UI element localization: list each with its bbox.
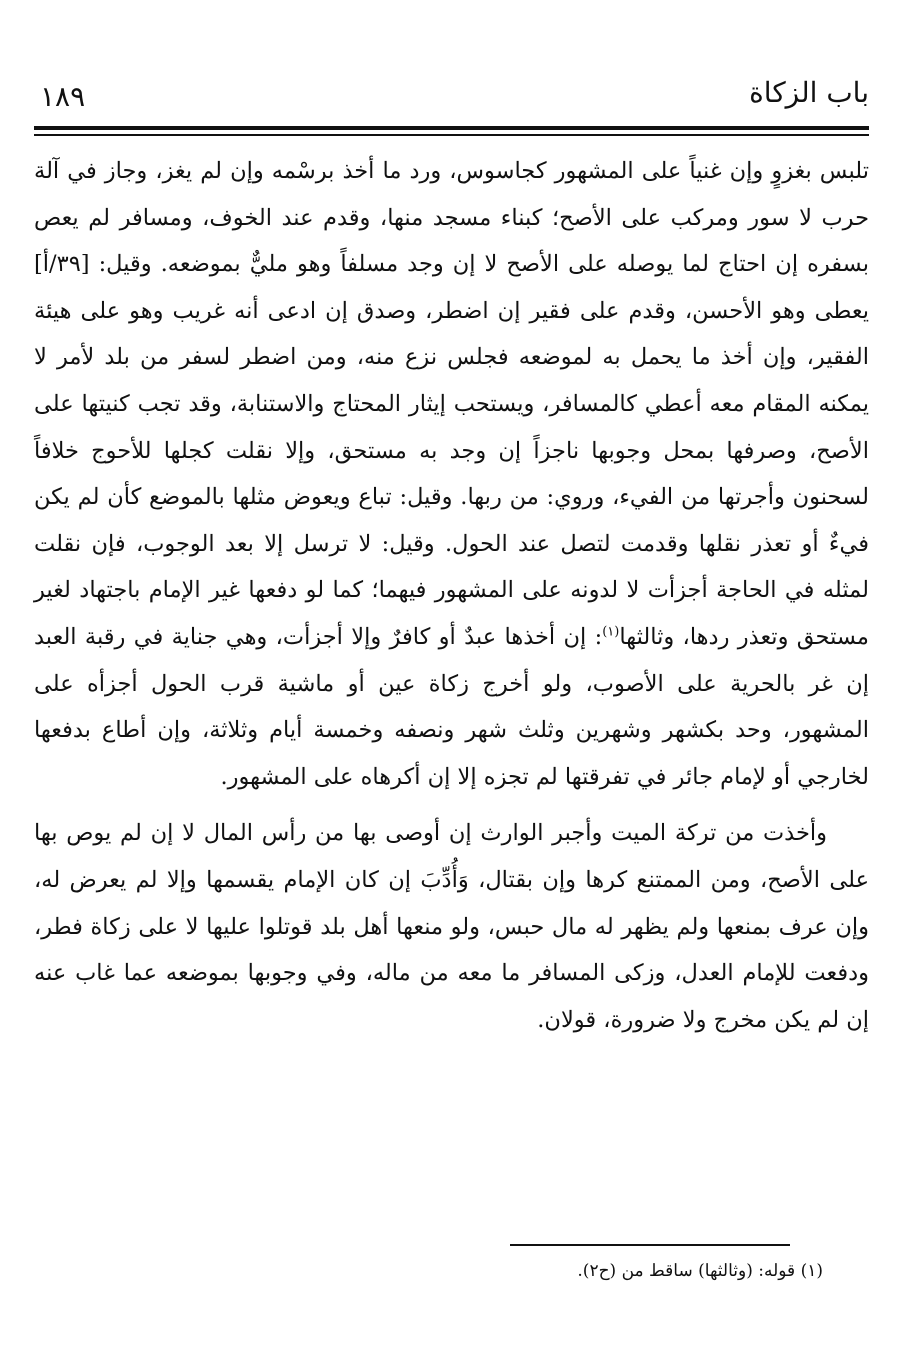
chapter-title: باب الزكاة xyxy=(749,76,869,109)
paragraph-1-text-a: تلبس بغزوٍ وإن غنياً على المشهور كجاسوس، ورد ما أخذ برسْمه وإن لم يغز، وجاز في آلة حرب لا سور ومركب على الأصح؛ كبناء مسجد منها، وقدم عند الخوف، ومسافر لم يعص بسفره إن احتاج لما يوصله على الأصح لا إن وجد مسلفاً وهو مليٌّ بموضعه. وقيل: [٣٩/أ] يعطى وهو الأحسن، وقدم على فقير إن اضطر، وصدق إن ادعى أنه غريب وهو على هيئة الفقير، وإن أخذ ما يحمل به لموضعه فجلس نزع منه، ومن اضطر لسفر من بلد لأمر لا يمكنه المقام معه أعطي كالمسافر، ويستحب إيثار المحتاج والاستنابة، وقد تجب كنيتها على الأصح، وصرفها بمحل وجوبها ناجزاً إن وجد به مستحق، وإلا نقلت كجلها للأحوج خلافاً لسحنون وأجرتها من الفيء، وروي: من ربها. وقيل: تباع ويعوض مثلها بالموضع كأن لم يكن فيءٌ أو تعذر نقلها وقدمت لتصل عند الحول. وقيل: لا ترسل إلا بعد الوجوب، فإن نقلت لمثله في الحاجة أجزأت لا لدونه على المشهور فيهما؛ كما لو دفعها غير الإمام باجتهاد لغير مستحق وتعذر ردها، وثالثها xyxy=(34,158,869,650)
page-number: ١٨٩ xyxy=(40,80,86,113)
header-rule-thin xyxy=(34,134,869,136)
paragraph-2: وأخذت من تركة الميت وأجبر الوارث إن أوصى بها من رأس المال لا إن لم يوص بها على الأصح، ومن الممتنع كرها وإن بقتال، وَأُدِّبَ إن كان الإمام يقسمها وإلا لم يعرض له، وإن عرف بمنعها ولم يظهر له مال حبس، ولو منعها أهل بلد قوتلوا عليها لا على زكاة فطر، ودفعت للإمام العدل، وزكى المسافر ما معه من ماله، وفي وجوبها بموضعه عما غاب عنه إن لم يكن مخرج ولا ضرورة، قولان. xyxy=(34,820,869,1033)
footnote-marker: (١) xyxy=(602,624,620,640)
footnote-1: (١) قوله: (وثالثها) ساقط من (ح٢). xyxy=(577,1261,823,1281)
paragraph-1-text-b: : إن أخذها عبدٌ أو كافرٌ وإلا أجزأت، وهي جناية في رقبة العبد إن غر بالحرية على الأصوب، ولو أخرج زكاة عين أو ماشية قرب الحول أجزأه على المشهور، وحد بكشهر وشهرين وثلث شهر ونصفه وخمسة أيام وثلاثة، وإن أطاع بدفعها لخارجي أو لإمام جائر في تفرقتها لم تجزه إلا إن أكرهاه على المشهور. xyxy=(34,623,869,790)
footnote-separator xyxy=(510,1244,790,1246)
main-text xyxy=(34,148,869,1043)
paragraph-1 xyxy=(34,148,869,800)
page-header xyxy=(34,72,869,122)
header-rule-thick xyxy=(34,126,869,130)
